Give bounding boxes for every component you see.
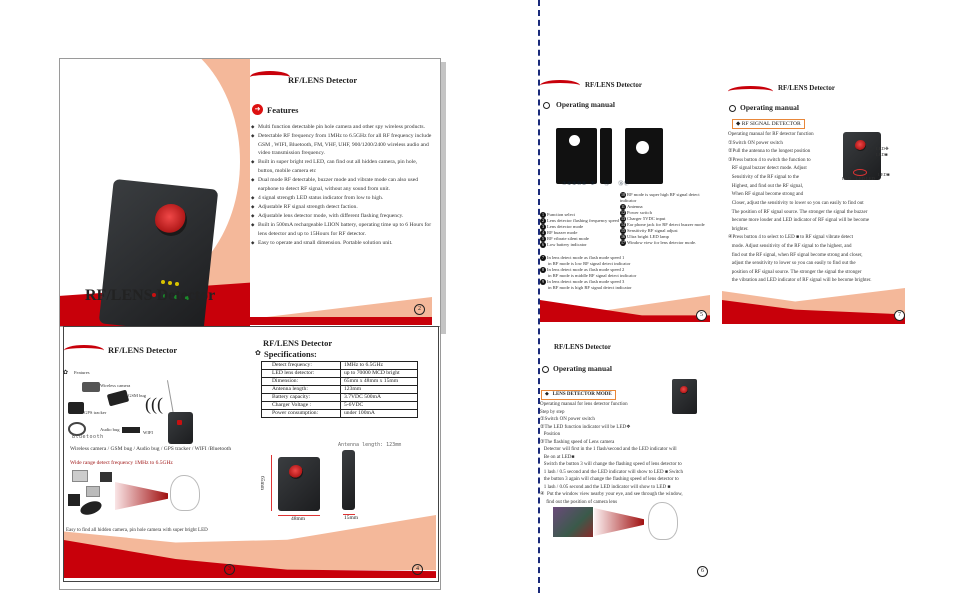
device-side-dimension <box>342 450 355 510</box>
feature-item: ◆ Dual mode RF detectable, buzzer mode and vibrate mode can also used earphone to detect RF signal, without any sound from unit. <box>251 176 433 193</box>
callout-item: 2 Lens detector flashing frequency speed <box>542 218 619 224</box>
callout-item: 5 RF vibrate silent mode <box>542 236 589 242</box>
width-dimension-label: 48mm <box>291 516 306 522</box>
table-row: Detect frequency: 1MHz to 6.5GHz <box>262 362 418 370</box>
page-number-2: 2 <box>414 304 425 315</box>
label-gps-tracker: GPS tracker <box>84 410 107 415</box>
page-number-4: 4 <box>412 564 423 575</box>
page2-footer-red <box>250 317 432 325</box>
page3-section-title: Features <box>74 370 90 375</box>
feature-item: ◆ Built in 500mA rechargeable LIION battery, operating time up to 6 Hours for lens detector and up to 15Hours for RF detector. <box>251 221 433 238</box>
led-yellow-3 <box>175 282 179 286</box>
page2-footer-salmon <box>250 297 432 319</box>
label-gsm-bug: GSM bug <box>128 393 146 398</box>
led-yellow-2 <box>168 281 172 285</box>
hidden-camera-photos <box>72 470 114 520</box>
label-audio-bug: Audio bug <box>100 427 120 432</box>
lens-window <box>855 140 866 151</box>
page-number-7: 7 <box>894 310 905 321</box>
device-photo <box>99 179 219 334</box>
page5-section-title: Operating manual <box>556 100 615 109</box>
circle-bullet-icon <box>543 102 550 109</box>
feature-item: ◆ Detectable RF frequency from 1MHz to 6.5GHz for all RF frequency include GSM , WIFI, Bluetooth, FM, VHF, UHF, 900/1200/2400 wireless audio and video transmission frequency. <box>251 132 433 158</box>
lens-light-beam <box>594 508 644 536</box>
page6-instructions: Operating manual for lens detector function Step by step ①Switch ON power switch ②The LED function indicator will be LED❖ Position ③The flashing speed of Lens camera Detector will first in the 1 flash/second and the LED indicator will Be on at LED■ Switch the button 3 will change the flashing speed of lens detector to 1 lash / 0.5 second and the LED indicator will show to LED ■ Switch the button 3 again will change the flashing speed of lens detector to 1 lash / 0.05 second and the LED indicator will show to LED ■ ④ Put the window view nearby your eye, and see through the window, find out the position of camera lens <box>540 402 683 505</box>
gear-icon: ✿ <box>255 349 261 357</box>
features-arrow-icon: ➜ <box>252 104 263 115</box>
diamond-icon: ◆ <box>736 121 742 127</box>
callout-subtext: in RF mode is middle RF signal detect indicator <box>548 273 637 279</box>
callout-item: 14 Ear phone jack for RF detect buzzer mode <box>621 222 705 228</box>
wifi-router-photo <box>122 427 140 433</box>
led-label-4: LED <box>842 176 851 181</box>
lens-window <box>289 465 303 479</box>
label-bluetooth: Bluetooth <box>72 434 104 440</box>
table-row: Battery capacity: 3.7VDC 500mA <box>262 394 418 402</box>
page7-instructions-narrow: Operating manual for RF detector function ①Switch ON power switch ②Pull the antenna to the longest position ③Press button 4 to switch the function to RF signal buzzer detect mode. Adjust Sensitivity of the RF signal to the Highest, and find out the RF signal, When RF signal become strong and <box>728 132 814 198</box>
feature-item: ◆ Adjustable lens detector mode, with different flashing frequency. <box>251 212 433 221</box>
frequency-range-text: Wide range detect frequency 1MHz to 6.5GHz <box>70 460 173 466</box>
feature-item: ◆ 4 signal strength LED status indicator from low to high. <box>251 194 433 203</box>
circle-bullet-icon <box>729 105 736 112</box>
callout-item: 4 RF buzzer mode <box>542 230 578 236</box>
feature-item: ◆ Built in super bright red LED, can find out all hidden camera, pin hole, button, mobile camera etc <box>251 158 433 175</box>
led-yellow-1 <box>161 280 165 284</box>
page4-section-title: Specifications: <box>264 349 317 359</box>
callout-item: 8 In lens detect mode as flash mode speed 2 <box>542 267 625 273</box>
table-row: LED lens detector: up to 70000 MCD bright <box>262 370 418 378</box>
feature-item: ◆ Easy to operate and small dimension. Portable solution unit. <box>251 239 433 248</box>
page2-header: RF/LENS Detector <box>288 75 358 85</box>
height-dimension-line <box>271 455 272 511</box>
page3-swoosh <box>64 345 104 356</box>
lens-window <box>155 204 187 236</box>
lens-window <box>680 386 688 394</box>
lens-device-diagram <box>672 379 697 414</box>
led-indicator-ring <box>853 169 867 176</box>
callout-item: 3 Lens detector mode <box>542 224 584 230</box>
callout-numbers-row: ⑦⑧⑨⑩⑥ ⑤ ⑫ ⑯⑰ <box>562 182 630 187</box>
page6-header: RF/LENS Detector <box>554 343 611 351</box>
callouts-left-speed-list <box>540 255 720 291</box>
table-row: Dimension: 65mm x 48mm x 15mm <box>262 378 418 386</box>
callout-item: 13 Charger 5VDC input <box>621 216 666 222</box>
callouts-right-list <box>620 192 710 247</box>
diamond-icon: ◆ <box>545 392 553 397</box>
spread-pages-1-2 <box>59 58 441 330</box>
room-photo <box>553 507 593 537</box>
device-diagram-side <box>600 128 612 184</box>
led-label-3: LED■ <box>878 172 890 177</box>
page7-instructions-wide: Closer, adjust the sensitivity to lower so you can easily to find out The position of RF signal source. The stronger the signal the buzzer become more louder and LED indicator of RF signal will be become brighter. ④Press button 4 to select to LED ■ to RF signal vibrate detect mode. Adjust sensitivity of the RF signal to the highest, and find out the RF signal, when RF signal become strong and closer, adjust the sensitivity to lower so you can easily to find out the position of RF signal source. The stronger the signal the stronger the vibration and LED indicator of RF signal will be become brighter. <box>728 201 872 284</box>
callout-item: 9 In lens detect mode as flash mode speed 3 <box>542 279 625 285</box>
callout-item: 12 Power switch <box>621 210 652 216</box>
callout-item: 17 Window view for lens detector mode. <box>621 240 697 246</box>
table-row: Charger Voltage : 5-6VDC <box>262 402 418 410</box>
height-dimension-label: 65mm <box>259 475 266 491</box>
page-number-6: 6 <box>697 566 708 577</box>
depth-dimension-label: 15mm <box>344 515 359 521</box>
rf-waves-icon: ((( <box>145 394 163 414</box>
callouts-left-list <box>540 212 630 248</box>
page7-header: RF/LENS Detector <box>778 84 835 92</box>
feature-item: ◆ Adjustable RF signal strength detect faction. <box>251 203 433 212</box>
circle-bullet-icon <box>542 366 549 373</box>
page3-caption: Easy to find all hidden camera, pin hole camera with super bright LED <box>66 528 208 533</box>
page7-swoosh <box>728 86 773 97</box>
device-diagram-back <box>625 128 663 184</box>
led-label-5: LED <box>856 176 865 181</box>
feature-item: ◆ Multi function detectable pin hole camera and other spy wireless products. <box>251 123 433 132</box>
table-row: Antenna length: 123mm <box>262 386 418 394</box>
led-label-6: LED <box>866 176 875 181</box>
detector-with-antenna <box>168 412 193 444</box>
callout-subtext: in RF mode is low RF signal detect indicator <box>548 261 631 267</box>
page6-section-title: Operating manual <box>553 364 612 373</box>
label-wireless-camera: Wireless camera <box>100 383 131 388</box>
callout-item: 15 Sensitivity RF signal adjust <box>621 228 678 234</box>
wireless-camera-photo <box>82 382 100 392</box>
callout-item: 16 Ultra bright LED lamp <box>621 234 669 240</box>
gear-icon: ✿ <box>63 370 69 376</box>
specifications-table <box>261 361 418 418</box>
page5-swoosh <box>540 80 580 91</box>
eye-face-illustration <box>170 475 200 511</box>
page3-header: RF/LENS Detector <box>108 345 178 355</box>
page2-swoosh <box>250 71 290 83</box>
device-list-text: Wireless camera / GSM bug / Audio bug / GPS tracker / WIFI /Bluetooth <box>70 446 232 452</box>
eye-face-illustration <box>648 502 678 540</box>
callout-subtext: in RF mode is high RF signal detect indicator <box>548 285 632 291</box>
gps-tracker-photo <box>68 402 84 414</box>
lens-detector-mode-box: ◆ LENS DETECTOR MODE <box>541 390 616 400</box>
table-row: Power consumption: under 100mA <box>262 410 418 418</box>
label-wifi: WIFI <box>143 430 153 435</box>
page2-section-title: Features <box>267 105 299 115</box>
page7-section-title: Operating manual <box>740 103 799 112</box>
callout-item: 1 Function select <box>542 212 575 218</box>
page5-header: RF/LENS Detector <box>585 81 642 89</box>
page-number-3: 3 <box>224 564 235 575</box>
page-number-5: 5 <box>696 310 707 321</box>
callout-item: 10 RF mode is super high RF signal detect indicator <box>620 192 700 204</box>
led-label-1: LED❖ <box>876 146 890 151</box>
features-list <box>251 123 433 248</box>
callout-item: 6 Low battery indicator <box>542 242 587 248</box>
page4-header: RF/LENS Detector <box>263 338 333 348</box>
led-label-2: LED■ <box>876 152 888 157</box>
callout-item: 7 In lens detect mode as flash mode speed 1 <box>542 255 625 261</box>
rf-signal-detector-box: ◆ RF SIGNAL DETECTOR <box>732 119 805 129</box>
cover-title: RF/LENS Detector <box>85 287 216 304</box>
antenna-length-label: Antenna length: 123mm <box>338 442 402 448</box>
callout-item: 11 Antenna <box>621 204 643 210</box>
